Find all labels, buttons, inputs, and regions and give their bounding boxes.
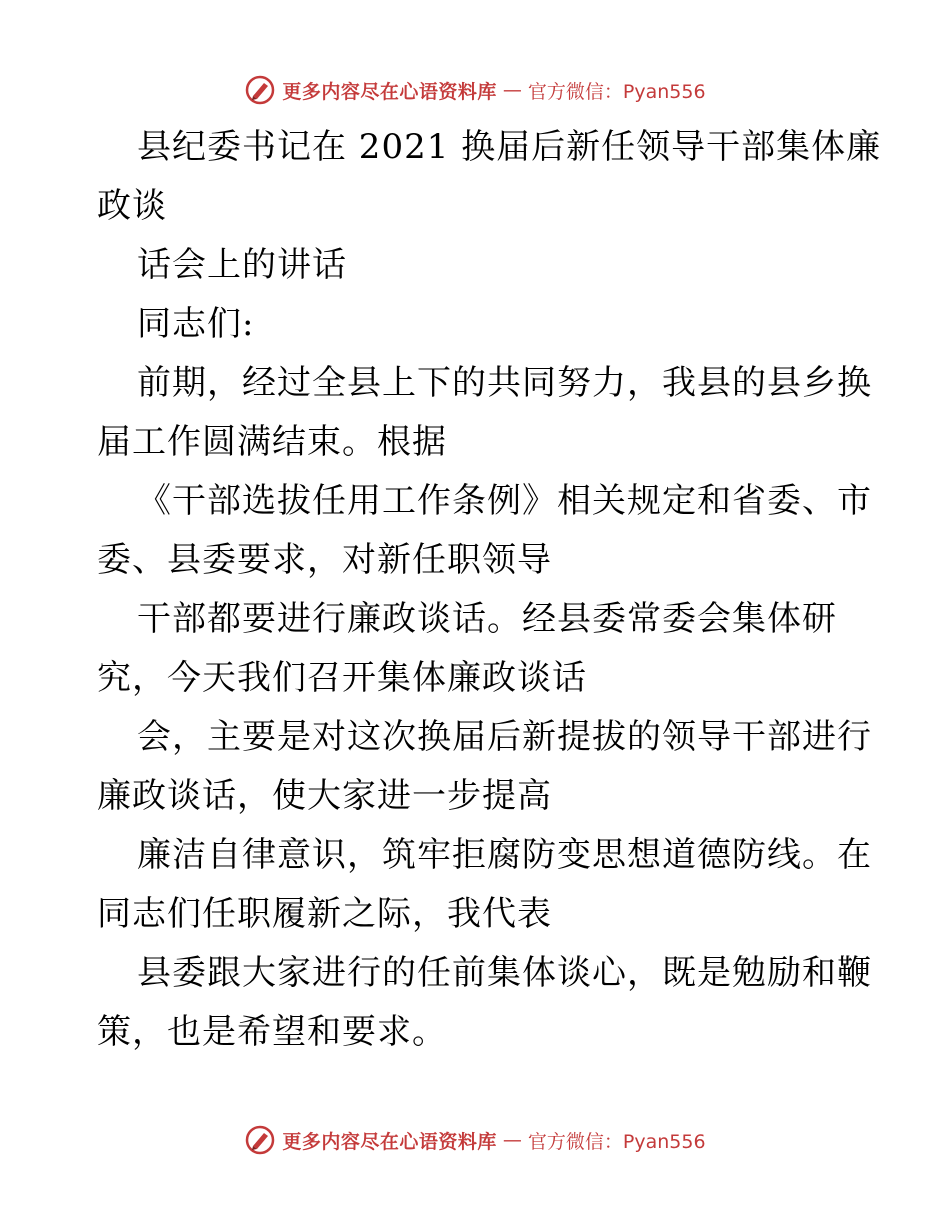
header-banner-separator: — — [502, 79, 522, 101]
body-text-line: 县纪委书记在 2021 换届后新任领导干部集体廉 — [137, 127, 882, 167]
footer-banner-separator: — — [502, 1129, 522, 1151]
header-banner-wechat: 官方微信：Pyan556 — [527, 80, 706, 103]
body-text-line: 同志们: — [137, 304, 255, 344]
body-text-line: 廉洁自律意识，筑牢拒腐防变思想道德防线。在 — [137, 835, 872, 875]
pen-logo-icon — [244, 1124, 276, 1156]
footer-banner[interactable] — [244, 1124, 705, 1156]
body-text-line: 究，今天我们召开集体廉政谈话 — [97, 658, 587, 698]
header-banner[interactable] — [244, 74, 705, 106]
body-text-line: 前期，经过全县上下的共同努力，我县的县乡换 — [137, 363, 872, 403]
body-text-line: 廉政谈话，使大家进一步提高 — [97, 776, 552, 816]
body-text-line: 县委跟大家进行的任前集体谈心，既是勉励和鞭 — [137, 953, 872, 993]
body-text-line: 届工作圆满结束。根据 — [97, 422, 447, 462]
footer-banner-main: 更多内容尽在心语资料库 — [282, 1130, 497, 1153]
body-text-line: 干部都要进行廉政谈话。经县委常委会集体研 — [137, 599, 837, 639]
body-text-line: 话会上的讲话 — [137, 245, 347, 285]
body-text-line: 委、县委要求，对新任职领导 — [97, 540, 552, 580]
page-header — [0, 70, 950, 110]
page-footer — [0, 1120, 950, 1160]
header-banner-main: 更多内容尽在心语资料库 — [282, 80, 497, 103]
footer-banner-wechat: 官方微信：Pyan556 — [527, 1130, 706, 1153]
document-body — [97, 118, 882, 1062]
body-text-line: 政谈 — [97, 186, 167, 226]
pen-logo-icon — [244, 74, 276, 106]
body-text-line: 策，也是希望和要求。 — [97, 1012, 447, 1052]
body-text-line: 会，主要是对这次换届后新提拔的领导干部进行 — [137, 717, 872, 757]
body-text-line: 《干部选拔任用工作条例》相关规定和省委、市 — [137, 481, 872, 521]
body-text-line: 同志们任职履新之际，我代表 — [97, 894, 552, 934]
